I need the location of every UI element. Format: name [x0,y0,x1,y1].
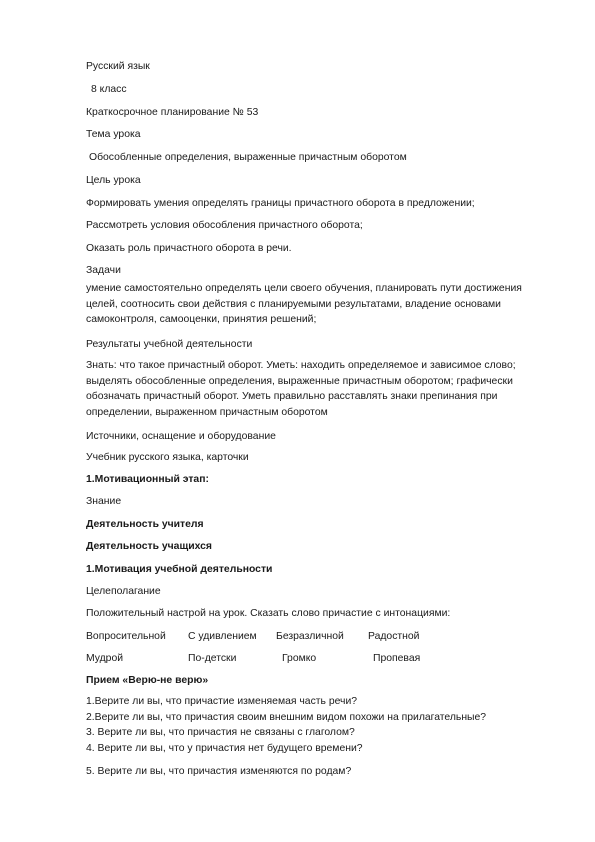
intonations-row [0,652,595,665]
intonation-item: Громко [282,653,317,664]
question-item: 5. Верите ли вы, что причастия изменяются по родам? [86,766,352,777]
topic-label: Тема урока [86,129,141,140]
technique-title: Прием «Верю-не верю» [86,675,209,686]
teacher-activity: Деятельность учителя [86,519,204,530]
results-label: Результаты учебной деятельности [86,339,253,350]
intonation-item: Вопросительной [86,631,166,642]
questions-list [86,694,486,756]
knowledge-label: Знание [86,496,122,507]
plan-title: Краткосрочное планирование № 53 [86,107,259,118]
intonation-item: С удивлением [188,631,257,642]
goal-setting: Целеполагание [86,586,161,597]
question-item: 2.Верите ли вы, что причастия своим внешним видом похожи на прилагательные? [86,711,487,723]
goal-label: Цель урока [86,175,141,186]
question-item: 4. Верите ли вы, что у причастия нет будущего времени? [86,742,363,754]
results-text: Знать: что такое причастный оборот. Уметь: находить определяемое и зависимое слово; выделять обособленные определения, выраженные причастным оборотом; графически обозначать причастный оборот. Уметь правильно расставлять знаки препинания при определении, выраженном причастным оборотом [86,360,516,418]
grade: 8 класс [91,84,127,95]
intonation-item: Мудрой [86,653,124,664]
stage1-title: 1.Мотивационный этап: [86,474,209,485]
question-item: 3. Верите ли вы, что причастия не связаны с глаголом? [86,727,355,738]
intonations-row [0,630,595,643]
goal-item: Формировать умения определять границы причастного оборота в предложении; [86,198,475,209]
intonation-item: Радостной [368,631,420,642]
intonation-item: По-детски [188,653,237,664]
tasks-label: Задачи [86,265,121,276]
goal-item: Оказать роль причастного оборота в речи. [86,243,292,254]
question-item: 1.Верите ли вы, что причастие изменяемая часть речи? [86,696,358,707]
mood-text: Положительный настрой на урок. Сказать слово причастие с интонациями: [86,608,451,619]
topic: Обособленные определения, выраженные причастным оборотом [89,152,407,163]
goal-item: Рассмотреть условия обособления причастного оборота; [86,220,363,231]
motivation-title: 1.Мотивация учебной деятельности [86,564,273,575]
student-activity: Деятельность учащихся [86,541,212,552]
sources-label: Источники, оснащение и оборудование [86,431,276,442]
sources: Учебник русского языка, карточки [86,452,249,463]
tasks-text: умение самостоятельно определять цели своего обучения, планировать пути достижения целей, соотносить свои действия с планируемыми результатами, владение основами самоконтроля, самооценки, принятия решений; [86,283,522,325]
intonation-item: Безразличной [276,631,344,642]
intonation-item: Пропевая [373,653,421,664]
subject: Русский язык [86,61,150,72]
